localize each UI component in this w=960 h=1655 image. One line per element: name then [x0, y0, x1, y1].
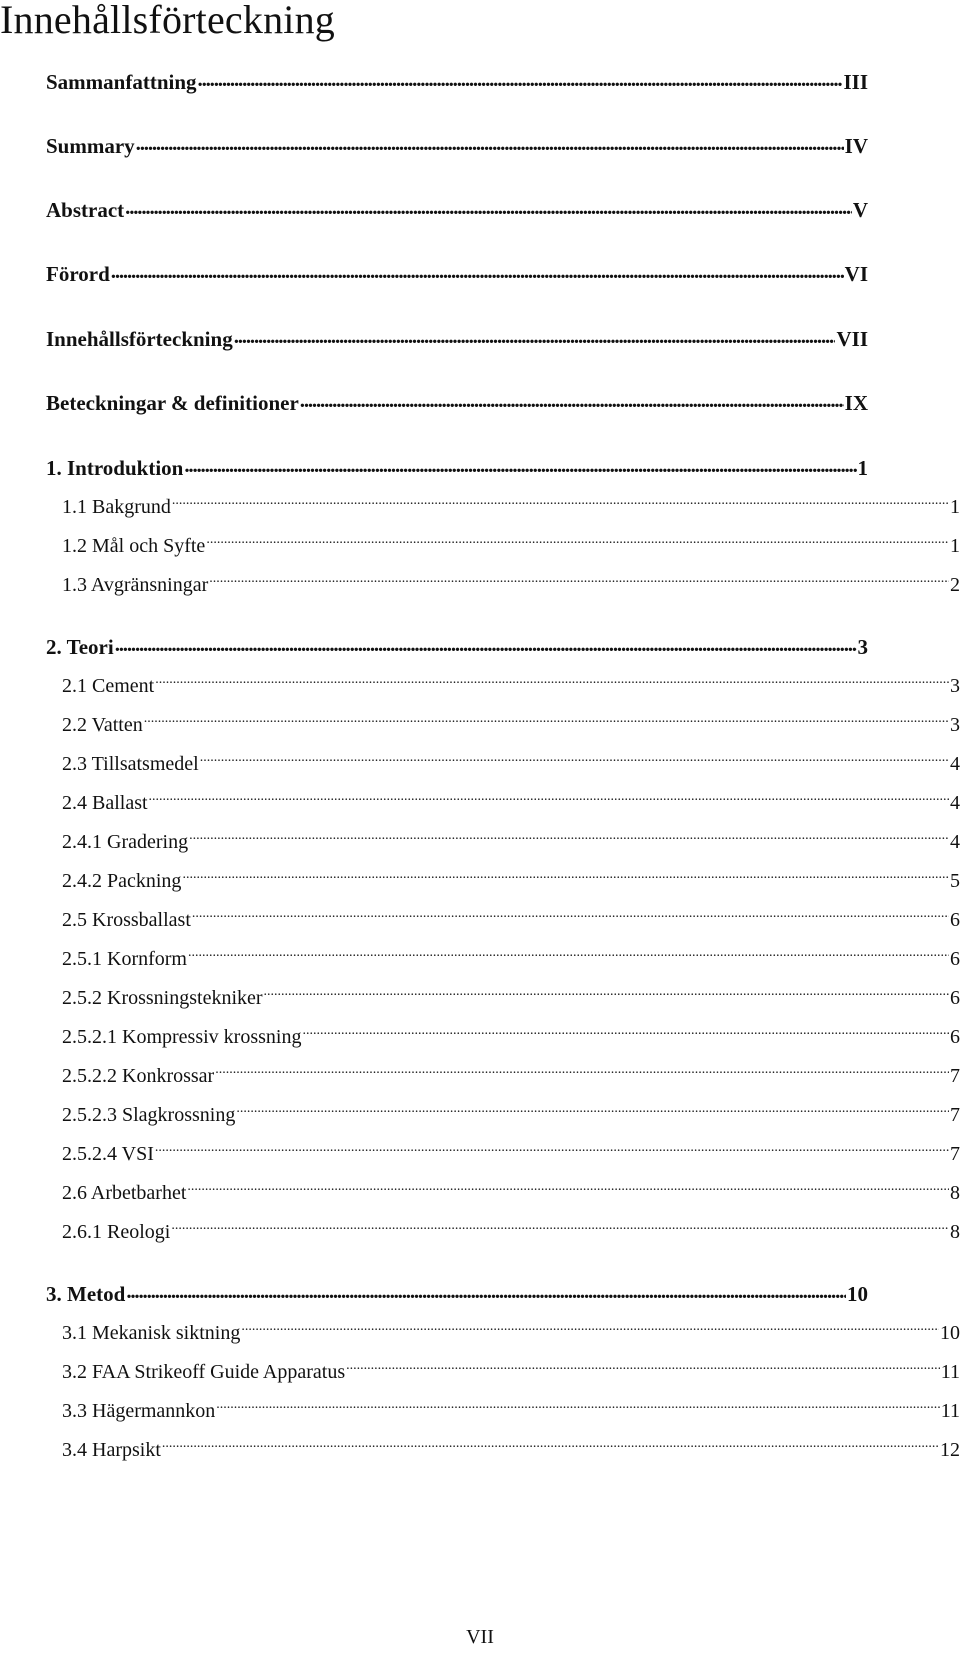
toc-entry-page: 1	[857, 456, 868, 480]
toc-entry-label: 2.4.1 Gradering	[62, 831, 189, 853]
toc-entry-page: 6	[950, 948, 960, 970]
toc-entry-label: 1.2 Mål och Syfte	[62, 535, 206, 557]
toc-entry-introduktion[interactable]	[46, 454, 868, 482]
dot-leader	[188, 945, 949, 965]
toc-entry-label: 2.5.1 Kornform	[62, 948, 187, 970]
toc-entry-label: 3.1 Mekanisk siktning	[62, 1322, 241, 1344]
toc-entry-label: 2.4.2 Packning	[62, 870, 182, 892]
toc-entry-label: Summary	[46, 134, 135, 158]
toc-entry-page: 2	[950, 574, 960, 596]
toc-entry-page: 6	[950, 987, 960, 1009]
toc-entry-page: 11	[940, 1361, 960, 1383]
toc-entry-label: 2.5.2.4 VSI	[62, 1143, 154, 1165]
toc-entry-cement[interactable]	[62, 672, 960, 700]
toc-entry-summary[interactable]	[46, 132, 868, 160]
toc-entry-label: 2.6.1 Reologi	[62, 1221, 171, 1243]
toc-entry-teori[interactable]	[46, 633, 868, 661]
dot-leader	[300, 390, 844, 410]
toc-entry-page: 7	[950, 1065, 960, 1087]
toc-entry-page: 4	[950, 753, 960, 775]
toc-entry-label: Sammanfattning	[46, 70, 197, 94]
toc-entry-vsi[interactable]	[62, 1140, 960, 1168]
toc-entry-label: Förord	[46, 262, 110, 286]
dot-leader	[126, 1281, 846, 1301]
toc-entry-page: 10	[847, 1282, 868, 1306]
toc-entry-page: 3	[950, 714, 960, 736]
toc-entry-label: 2. Teori	[46, 635, 114, 659]
toc-entry-label: 3. Metod	[46, 1282, 126, 1306]
toc-entry-label: 2.5.2.3 Slagkrossning	[62, 1104, 236, 1126]
toc-entry-page: 7	[950, 1104, 960, 1126]
dot-leader	[136, 133, 844, 153]
toc-entry-page: 7	[950, 1143, 960, 1165]
toc-entry-gradering[interactable]	[62, 828, 960, 856]
dot-leader	[144, 711, 949, 731]
toc-entry-reologi[interactable]	[62, 1218, 960, 1246]
dot-leader	[206, 532, 949, 552]
dot-leader	[346, 1358, 940, 1378]
toc-entry-label: 3.3 Hägermannkon	[62, 1400, 216, 1422]
toc-entry-slagkrossning[interactable]	[62, 1101, 960, 1129]
toc-entry-avgransningar[interactable]	[62, 571, 960, 599]
dot-leader	[192, 906, 949, 926]
toc-entry-label: 1.1 Bakgrund	[62, 496, 171, 518]
dot-leader	[155, 672, 949, 692]
footer-page-number: VII	[466, 1626, 494, 1648]
toc-entry-konkrossar[interactable]	[62, 1062, 960, 1090]
toc-entry-harpsikt[interactable]	[62, 1436, 960, 1464]
dot-leader	[200, 750, 949, 770]
toc-entry-faa-strikeoff[interactable]	[62, 1358, 960, 1386]
dot-leader	[302, 1023, 949, 1043]
toc-entry-label: 2.3 Tillsatsmedel	[62, 753, 199, 775]
toc-entry-label: 2.5.2 Krossningstekniker	[62, 987, 263, 1009]
toc-entry-page: 6	[950, 909, 960, 931]
toc-entry-mekanisk-siktning[interactable]	[62, 1319, 960, 1347]
dot-leader	[115, 634, 857, 654]
dot-leader	[189, 828, 949, 848]
dot-leader	[111, 261, 844, 281]
toc-entry-hagermannkon[interactable]	[62, 1397, 960, 1425]
dot-leader	[171, 1218, 949, 1238]
toc-entry-innehallsforteckning[interactable]	[46, 325, 868, 353]
toc-entry-mal-och-syfte[interactable]	[62, 532, 960, 560]
toc-entry-page: VII	[836, 327, 868, 351]
toc-entry-beteckningar[interactable]	[46, 389, 868, 417]
toc-entry-label: Abstract	[46, 198, 125, 222]
toc-entry-page: 4	[950, 831, 960, 853]
toc-entry-label: 1. Introduktion	[46, 456, 184, 480]
dot-leader	[216, 1397, 939, 1417]
dot-leader	[241, 1319, 939, 1339]
toc-entry-page: III	[843, 70, 868, 94]
dot-leader	[187, 1179, 949, 1199]
toc-entry-page: VI	[844, 262, 868, 286]
toc-entry-page: IX	[844, 391, 868, 415]
toc-entry-label: 2.1 Cement	[62, 675, 155, 697]
toc-entry-page: 4	[950, 792, 960, 814]
dot-leader	[162, 1436, 939, 1456]
dot-leader	[198, 69, 843, 89]
toc-entry-label: 2.5 Krossballast	[62, 909, 191, 931]
toc-entry-vatten[interactable]	[62, 711, 960, 739]
dot-leader	[149, 789, 949, 809]
toc-entry-label: 3.4 Harpsikt	[62, 1439, 161, 1461]
toc-entry-page: 3	[950, 675, 960, 697]
dot-leader	[155, 1140, 949, 1160]
toc-entry-tillsatsmedel[interactable]	[62, 750, 960, 778]
toc-entry-forord[interactable]	[46, 260, 868, 288]
toc-entry-page: 12	[940, 1439, 960, 1461]
dot-leader	[125, 197, 852, 217]
toc-entry-bakgrund[interactable]	[62, 493, 960, 521]
toc-entry-page: 6	[950, 1026, 960, 1048]
dot-leader	[215, 1062, 949, 1082]
toc-entry-label: 3.2 FAA Strikeoff Guide Apparatus	[62, 1361, 346, 1383]
dot-leader	[172, 493, 949, 513]
toc-entry-krossningstekniker[interactable]	[62, 984, 960, 1012]
dot-leader	[182, 867, 949, 887]
toc-entry-page: 3	[857, 635, 868, 659]
toc-entry-page: V	[852, 198, 868, 222]
toc-entry-page: 1	[950, 496, 960, 518]
toc-entry-label: 1.3 Avgränsningar	[62, 574, 209, 596]
toc-entry-label: 2.2 Vatten	[62, 714, 143, 736]
toc-entry-page: 8	[950, 1182, 960, 1204]
toc-entry-page: 5	[950, 870, 960, 892]
toc-entry-page: 8	[950, 1221, 960, 1243]
toc-entry-arbetbarhet[interactable]	[62, 1179, 960, 1207]
page-title: Innehållsförteckning	[0, 0, 335, 42]
toc-entry-label: Innehållsförteckning	[46, 327, 233, 351]
toc-entry-metod[interactable]	[46, 1280, 868, 1308]
toc-entry-sammanfattning[interactable]	[46, 68, 868, 96]
dot-leader	[184, 455, 856, 475]
toc-entry-label: 2.6 Arbetbarhet	[62, 1182, 187, 1204]
dot-leader	[236, 1101, 949, 1121]
toc-entry-packning[interactable]	[62, 867, 960, 895]
dot-leader	[264, 984, 949, 1004]
toc-entry-kornform[interactable]	[62, 945, 960, 973]
toc-entry-kompressiv-krossning[interactable]	[62, 1023, 960, 1051]
toc-entry-label: Beteckningar & definitioner	[46, 391, 299, 415]
toc-entry-abstract[interactable]	[46, 196, 868, 224]
dot-leader	[209, 571, 949, 591]
toc-entry-page: 10	[940, 1322, 960, 1344]
toc-entry-label: 2.5.2.2 Konkrossar	[62, 1065, 215, 1087]
toc-entry-krossballast[interactable]	[62, 906, 960, 934]
dot-leader	[234, 326, 836, 346]
toc-entry-label: 2.5.2.1 Kompressiv krossning	[62, 1026, 302, 1048]
toc-entry-page: 1	[950, 535, 960, 557]
toc-entry-ballast[interactable]	[62, 789, 960, 817]
toc-entry-page: IV	[844, 134, 868, 158]
toc-entry-label: 2.4 Ballast	[62, 792, 148, 814]
toc-entry-page: 11	[940, 1400, 960, 1422]
